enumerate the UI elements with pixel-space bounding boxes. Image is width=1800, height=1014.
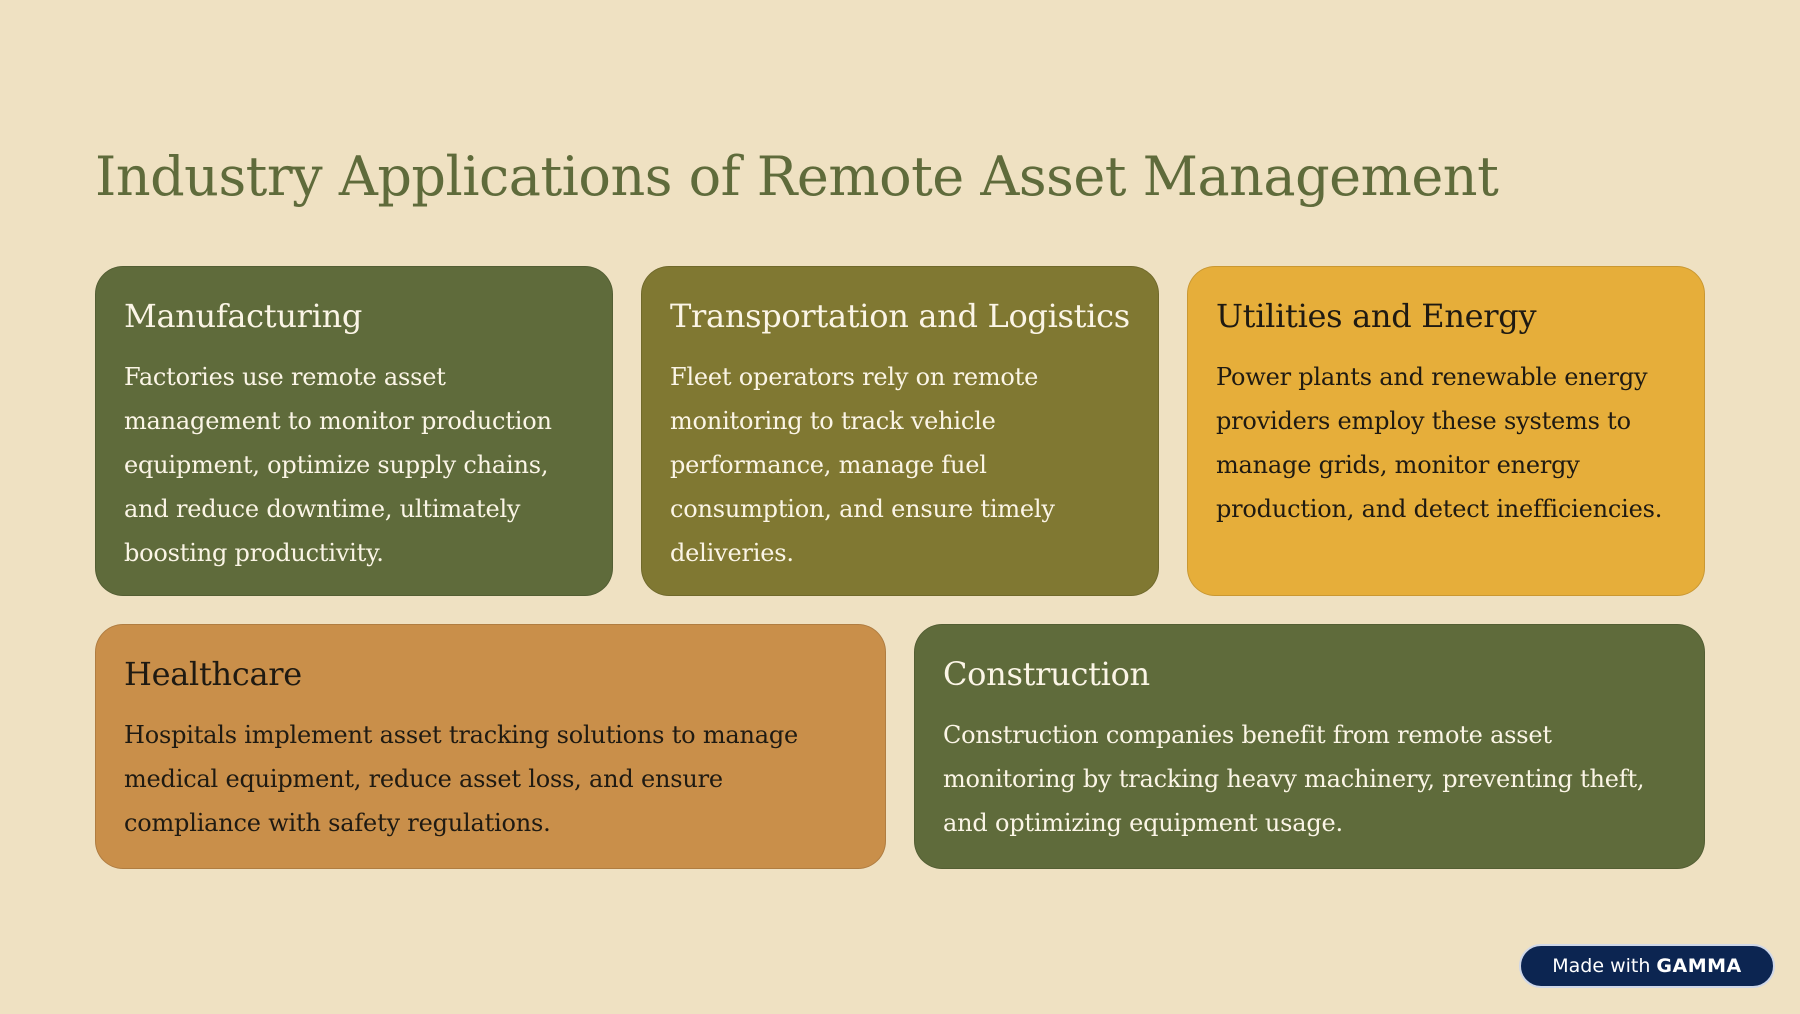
gamma-logo: GAMMA [1656,955,1742,977]
card-healthcare [95,624,886,869]
card-transportation-logistics [641,266,1159,596]
card-body: Factories use remote asset management to monitor production equipment, optimize supply chains, and reduce downtime, ultimately boosting productivity. [124,363,552,567]
card-construction [914,624,1705,869]
card-title: Healthcare [124,655,302,693]
card-manufacturing [95,266,613,596]
card-body: Fleet operators rely on remote monitoring to track vehicle performance, manage fuel consumption, and ensure timely deliveries. [670,363,1055,567]
made-with-gamma-badge[interactable] [1519,944,1775,988]
card-body: Construction companies benefit from remote asset monitoring by tracking heavy machinery, preventing theft, and optimizing equipment usage. [943,721,1645,837]
badge-prefix: Made with [1552,955,1651,977]
card-body: Hospitals implement asset tracking solutions to manage medical equipment, reduce asset loss, and ensure compliance with safety regulations. [124,721,799,837]
slide-title: Industry Applications of Remote Asset Management [95,145,1499,208]
card-title: Utilities and Energy [1216,297,1537,335]
card-utilities-energy [1187,266,1705,596]
card-title: Transportation and Logistics [670,297,1130,335]
card-title: Manufacturing [124,297,363,335]
card-body: Power plants and renewable energy providers employ these systems to manage grids, monitor energy production, and detect inefficiencies. [1216,363,1663,523]
card-title: Construction [943,655,1150,693]
